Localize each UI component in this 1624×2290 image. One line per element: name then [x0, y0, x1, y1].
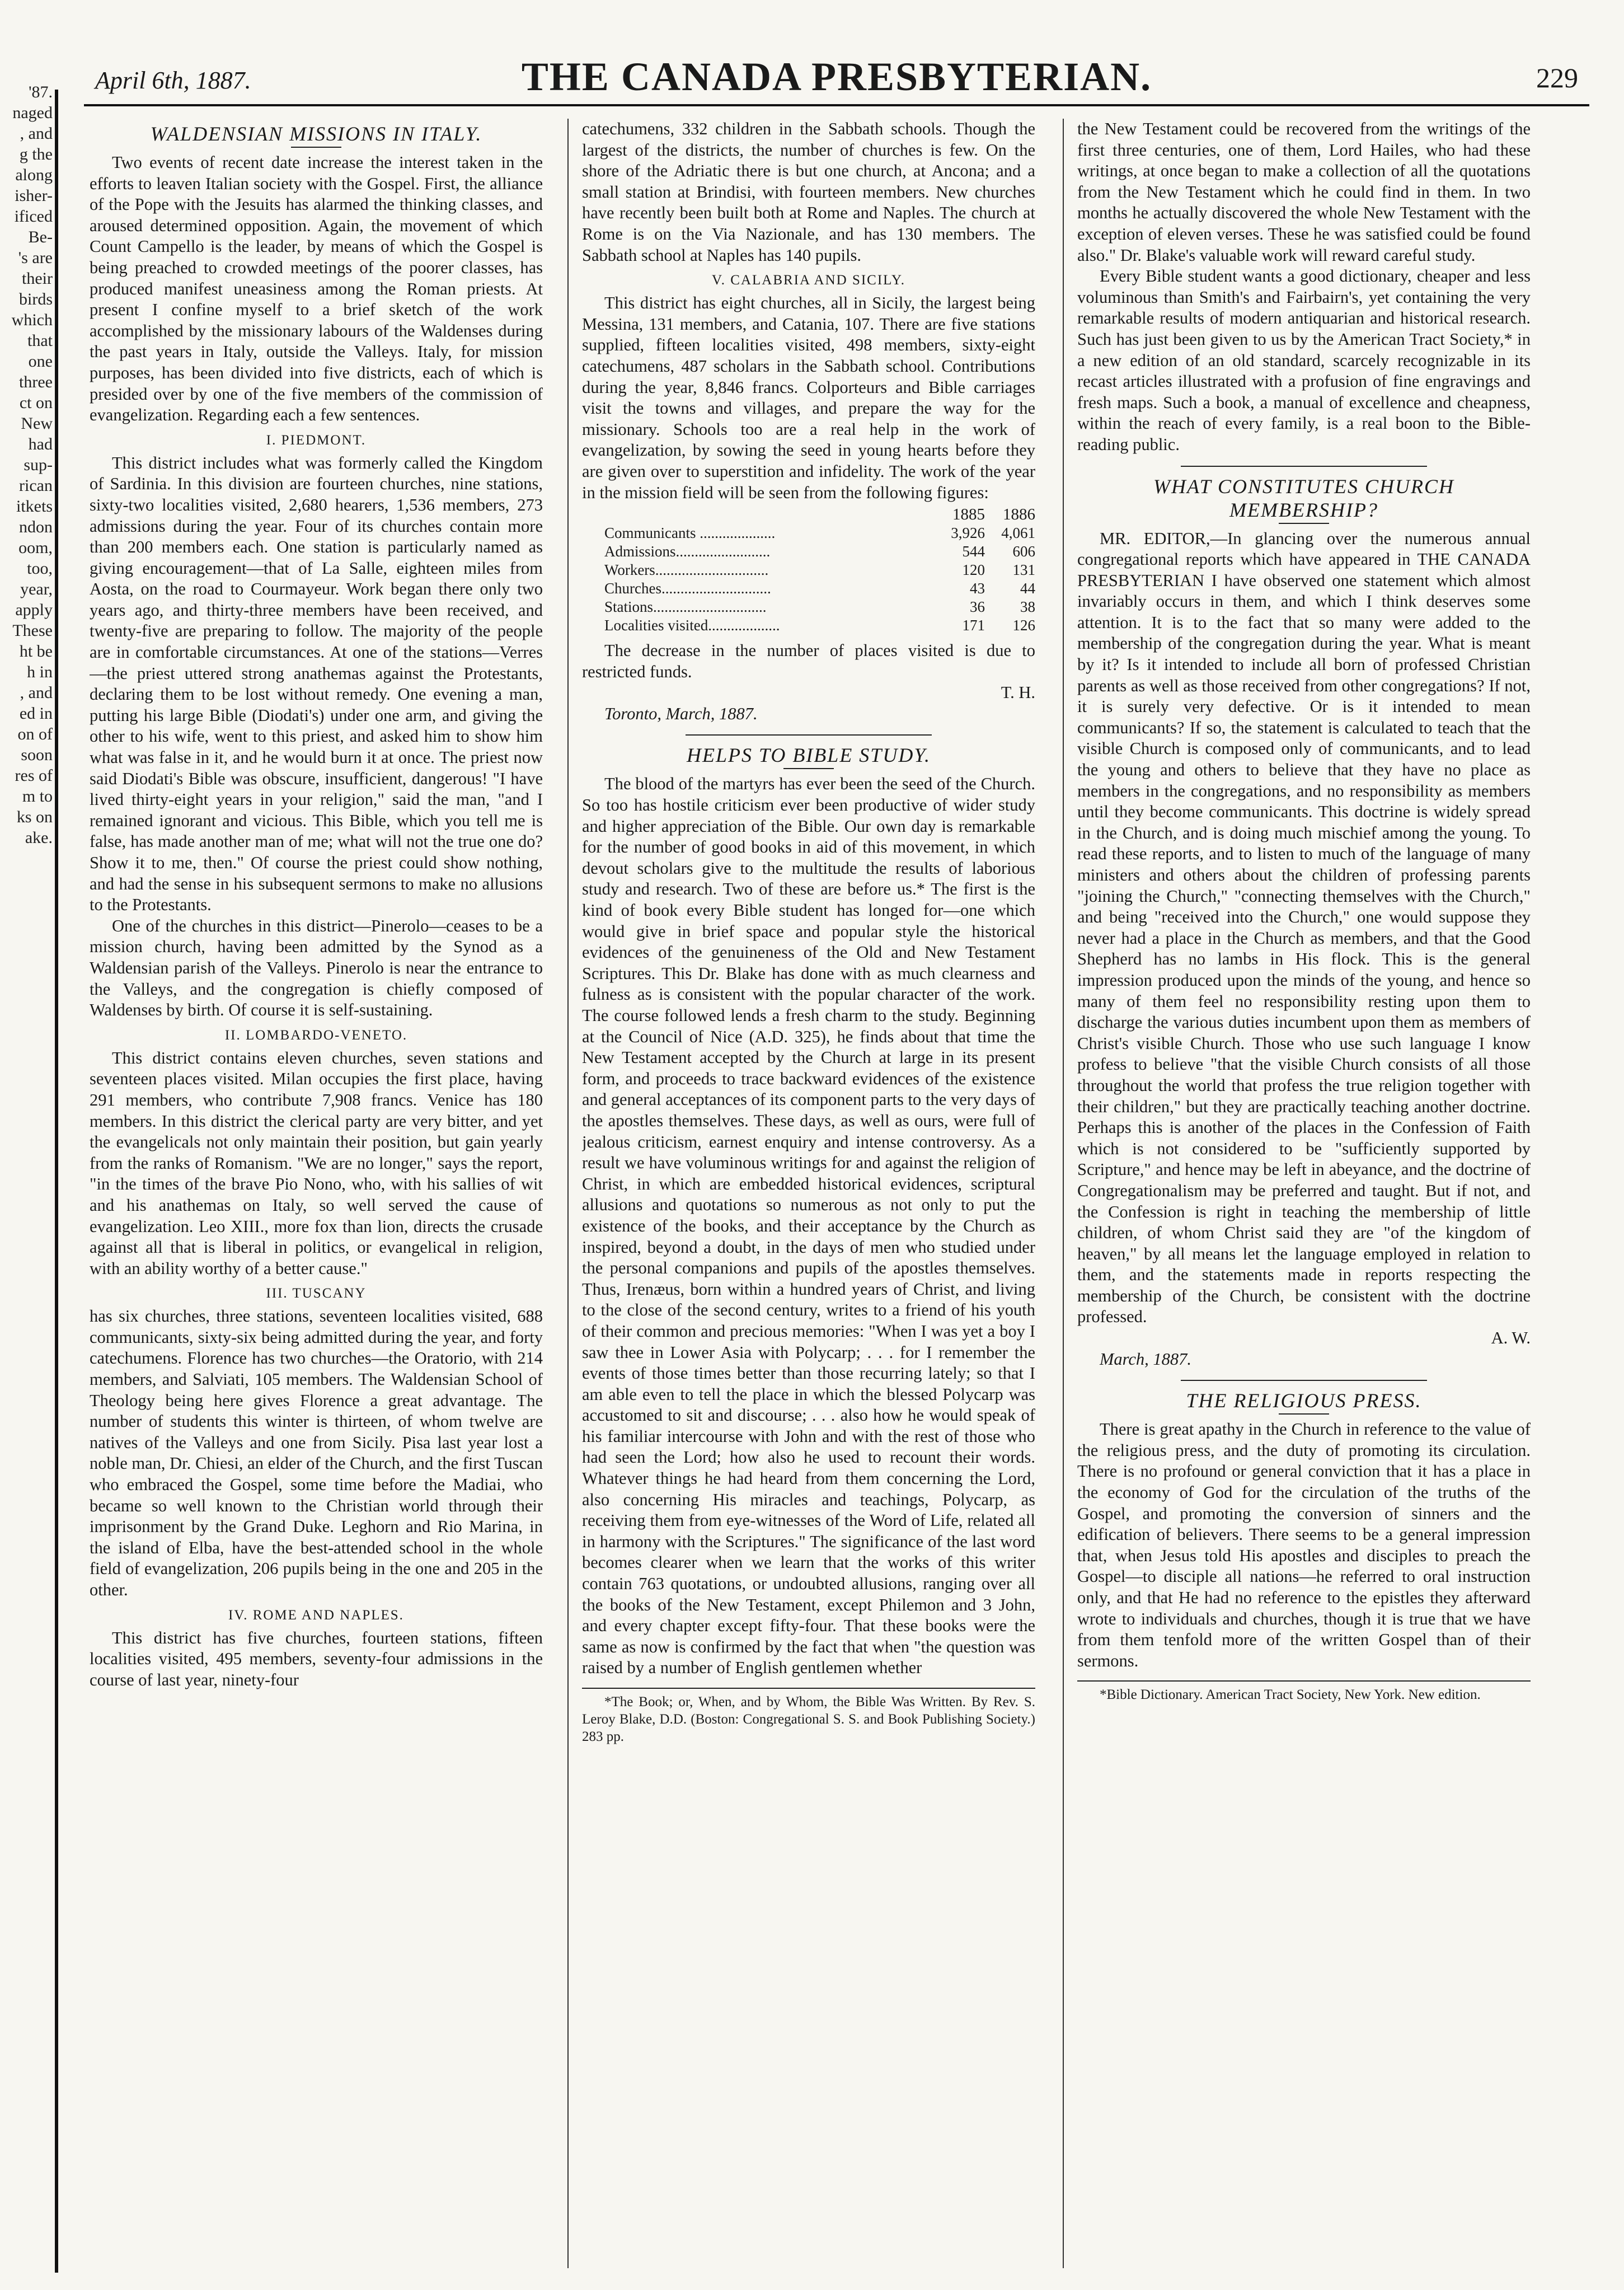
- paragraph: This district includes what was formerly called the Kingdom of Sardinia. In this division are fourteen churches, nine stations, sixty-two localities visited, 2,680 hearers, 1,536 members, 273 admissions during the year. Four of its churches contain more than 200 members each. One station is particularly named as giving encouragement—that of La Salle, eighteen miles from Aosta, on the road to Courmayeur. Work began there only two years ago, and thirty-three members have been received, and twenty-five are preparing to follow. The majority of the people are in comfortable circumstances. At one of the stations—Verres—the priest uttered strong anathemas against the Protestants, declaring them to be lost without remedy. One evening a man, putting his large Bible (Diodati's) under one arm, and giving the other to his wife, went to this priest, and asked him to show him what was false in it, and he would burn it at once. The priest now said Diodati's Bible was obscure, insufficient, dangerous! "I have lived thirty-eight years in your religion," said the man, "and I remained ignorant and vicious. This Bible, which you tell me is false, has made another man of me; what will not the true one do? Show it to me, then." Of course the priest could show nothing, and had the sense in his subsequent sermons to make no allusions to the Protestants.: [90, 453, 543, 915]
- section-heading: IV. ROME AND NAPLES.: [228, 1607, 404, 1623]
- column-3: [1077, 119, 1531, 2274]
- paragraph: Two events of recent date increase the interest taken in the efforts to leaven Italian society with the Gospel. First, the alliance of the Pope with the Jesuits has alarmed the thinking classes, and aroused determined opposition. Again, the movement of which Count Campello is the leader, by means of which the Gospel is being preached to crowded meetings of the poorer classes, has produced manifest uneasiness among the Roman priests. At present I confine myself to a brief sketch of the work accomplished by the missionary labours of the Waldenses during the past years in Italy, outside the Valleys. Italy, for mission purposes, has been divided into five districts, each of which is presided over by one of the five members of the commission of evangelization. Regarding each a few sentences.: [90, 153, 543, 425]
- column-1: [90, 119, 543, 2274]
- row-value: 171: [962, 617, 985, 634]
- page-gutter-line: [55, 90, 58, 2273]
- place-date: March, 1887.: [1100, 1349, 1192, 1369]
- row-value: 120: [962, 561, 985, 579]
- edge-fragment: ct on: [19, 394, 53, 412]
- row-value: 44: [1020, 580, 1035, 597]
- edge-fragment: apply: [15, 601, 53, 619]
- table-header-row: [582, 505, 1035, 524]
- edge-fragment: h in: [27, 663, 53, 681]
- article-separator: [1181, 1380, 1427, 1381]
- section-heading: V. CALABRIA AND SICILY.: [711, 273, 906, 288]
- edge-fragment: 's are: [18, 249, 53, 267]
- column-rule: [567, 119, 569, 2268]
- paragraph: the New Testament could be recovered from the writings of the first three centuries, one of them, Lord Hailes, who had these writings, at once began to make a collection of all the quotations from the New Testament which he could find in them. In two months he actually discovered the whole New Testament with the exception of eleven verses. These he was satisfied could be found also." Dr. Blake's valuable work will reward careful study.: [1077, 119, 1531, 265]
- article-title: HELPS TO BIBLE STUDY.: [686, 744, 931, 767]
- section-heading: I. PIEDMONT.: [266, 432, 367, 448]
- title-rule: [291, 147, 341, 148]
- edge-fragment: one: [28, 352, 53, 371]
- row-value: 36: [970, 598, 985, 616]
- footnote: [1077, 1680, 1531, 1703]
- newspaper-title: THE CANADA PRESBYTERIAN.: [521, 54, 1152, 99]
- edge-fragment: too,: [27, 559, 53, 578]
- table-row: [582, 616, 1035, 635]
- edge-fragment: three: [19, 373, 53, 391]
- edge-fragment: These: [12, 621, 53, 640]
- article-separator: [1181, 466, 1427, 467]
- edge-fragment: m to: [22, 787, 53, 806]
- article-title: WALDENSIAN MISSIONS IN ITALY.: [150, 123, 482, 145]
- edge-fragment: ake.: [25, 828, 53, 847]
- row-label: Workers..............................: [604, 561, 769, 579]
- footnote-text: *The Book; or, When, and by Whom, the Bible Was Written. By Rev. S. Leroy Blake, D.D. (Boston: Congregational S. S. and Book Publishing Society.) 283 pp.: [582, 1694, 1035, 1744]
- signature-line: [582, 682, 1035, 704]
- edge-fragment: their: [22, 269, 53, 288]
- edge-fragment: year,: [20, 580, 53, 598]
- paragraph: One of the churches in this district—Pinerolo—ceases to be a mission church, having been admitted by the Synod as a Waldensian parish of the Valleys. Pinerolo is near the entrance to the Valleys, and the congregation is chiefly composed of Waldenses by birth. Of course it is self-sustaining.: [90, 916, 543, 1020]
- row-label: Stations..............................: [604, 598, 767, 616]
- masthead: [84, 54, 1589, 104]
- edge-fragment: ndon: [19, 518, 53, 536]
- paragraph: catechumens, 332 children in the Sabbath schools. Though the largest of the districts, the number of churches is few. On the shore of the Adriatic there is but one church, at Ancona; and a small station at Brindisi, with fourteen members. New churches have recently been built both at Rome and Naples. The church at Rome is on the Via Nazionale, and has 130 members. The Sabbath school at Naples has 140 pupils.: [582, 119, 1035, 265]
- edge-fragment: on of: [17, 725, 53, 743]
- table-row: [582, 542, 1035, 561]
- year-header: 1886: [1003, 505, 1035, 524]
- edge-fragment: naged: [12, 104, 53, 122]
- row-value: 43: [970, 580, 985, 597]
- edge-fragment: that: [27, 331, 53, 350]
- edge-fragment: ht be: [19, 642, 53, 661]
- row-value: 126: [1012, 617, 1035, 634]
- edge-fragment: itkets: [16, 497, 53, 516]
- page-number: 229: [1536, 62, 1578, 93]
- title-rule: [783, 768, 834, 769]
- paragraph: This district has five churches, fourteen stations, fifteen localities visited, 495 members, seventy-four admissions in the course of last year, ninety-four: [90, 1628, 543, 1689]
- edge-fragment: rican: [19, 476, 53, 495]
- table-row: [582, 524, 1035, 542]
- row-value: 38: [1020, 598, 1035, 616]
- table-row: [582, 561, 1035, 579]
- edge-fragment: New: [21, 414, 53, 433]
- edge-fragment: which: [11, 311, 53, 329]
- signature-line: [1077, 1328, 1531, 1349]
- edge-fragment: g the: [19, 145, 53, 163]
- edge-fragment: ks on: [16, 808, 53, 826]
- place-date: Toronto, March, 1887.: [604, 704, 758, 723]
- edge-fragment: ed in: [19, 704, 53, 723]
- article-title: THE RELIGIOUS PRESS.: [1186, 1389, 1422, 1412]
- paragraph: The decrease in the number of places visited is due to restricted funds.: [582, 641, 1035, 681]
- article-title: WHAT CONSTITUTES CHURCH MEMBERSHIP?: [1153, 475, 1455, 521]
- edge-fragment: '87.: [29, 83, 53, 101]
- row-label: Churches.............................: [604, 580, 771, 597]
- edge-fragment: , and: [20, 124, 53, 143]
- edge-fragment: along: [15, 166, 53, 184]
- edge-fragment: had: [28, 435, 53, 453]
- column-rule: [1063, 119, 1064, 2268]
- section-heading: II. LOMBARDO-VENETO.: [224, 1027, 408, 1043]
- edge-fragment: res of: [15, 766, 53, 785]
- title-rule: [1279, 1413, 1329, 1415]
- row-value: 606: [1012, 543, 1035, 560]
- paragraph: This district has eight churches, all in Sicily, the largest being Messina, 131 members, and Catania, 107. There are five stations supplied, fifteen localities visited, 498 members, sixty-eight catechumens, 487 scholars in the Sabbath school. Contributions during the year, 8,846 francs. Colporteurs and Bible carriages visit the towns and villages, and prepare the way for the missionary. Schools too are a real help in the work of evangelization, by sowing the seed in young hearts before they are given over to superstition and infidelity. The work of the year in the mission field will be seen from the following figures:: [582, 293, 1035, 502]
- table-row: [582, 598, 1035, 616]
- edge-fragment: ificed: [14, 207, 53, 226]
- edge-fragment: Be-: [28, 228, 53, 246]
- paragraph: Every Bible student wants a good dictionary, cheaper and less voluminous than Smith's and Fairbairn's, yet containing the very remarkable results of modern antiquarian and historical research. Such has just been given to us by the American Tract Society,* in a new edition of an old standard, scarcely recognizable in its recast articles illustrated with a profusion of fine engravings and fresh maps. Such a book, a manual of excellence and cheapness, within the reach of every family, is a real boon to the Bible-reading public.: [1077, 266, 1531, 454]
- edge-fragment: sup-: [24, 456, 53, 474]
- paragraph: There is great apathy in the Church in reference to the value of the religious press, and the duty of promoting its circulation. There is no profound or general conviction that it has a place in the economy of God for the circulation of the truths of the Gospel, and promoting the conversion of sinners and the edification of believers. There seems to be a general impression that, when Jesus told His apostles and disciples to preach the Gospel—to disciple all nations—he referred to oral instruction only, and that He had no reference to the epistles they afterward wrote to individuals and churches, though it is true that we have from them tenfold more of the written Gospel than of their sermons.: [1077, 1420, 1531, 1670]
- row-value: 4,061: [1001, 525, 1035, 542]
- edge-fragment: birds: [19, 290, 53, 308]
- row-value: 544: [962, 543, 985, 560]
- section-heading: III. TUSCANY: [266, 1286, 367, 1301]
- edge-fragment: soon: [21, 746, 53, 764]
- row-value: 131: [1012, 561, 1035, 579]
- edge-fragment: isher-: [15, 186, 53, 205]
- paragraph: This district contains eleven churches, seven stations and seventeen places visited. Milan occupies the first place, having 291 members, who contribute 7,908 francs. Venice has 180 members. In this district the clerical party are very bitter, and yet the evangelicals not only maintain their position, but gain yearly from the ranks of Romanism. "We are no longer," says the report, "in the times of the brave Pio Nono, who, with his sallies of wit and his anathemas on Italy, so well served the cause of evangelization. Leo XIII., more fox than lion, directs the crusade against all that is liberal in politics, or evangelical in religion, with an ability worthy of a better cause.": [90, 1048, 543, 1278]
- footnote-text: *Bible Dictionary. American Tract Society, New York. New edition.: [1100, 1687, 1481, 1703]
- signature: T. H.: [1001, 683, 1035, 703]
- row-value: 3,926: [951, 525, 985, 542]
- row-label: Admissions.........................: [604, 543, 771, 560]
- paragraph: MR. EDITOR,—In glancing over the numerous annual congregational reports which have appeared in THE CANADA PRESBYTERIAN I have observed one statement which almost invariably occurs in them, and which I think deserves some attention. It is to the fact that so many were added to the membership of the congregation during the year. What is meant by it? Is it intended to include all born of professed Christian parents as well as those received from other congregations? If not, it is surely very defective. Or is it intended to mean communicants? If so, the statement is calculated to teach that the visible Church is composed only of communicants, and to lead the young and others to believe that they have no place as members in the congregations, and no responsibility as members until they become communicants. This doctrine is widely spread in the Church, and is doing much mischief among the young. To read these reports, and to listen to much of the language of many ministers and others about the children of professing parents "joining the Church," "connecting themselves with the Church," and being "received into the Church," one would suppose they never had a place in the Church as members, and that the Good Shepherd has no lambs in His flock. This is the general impression produced upon the minds of the young, and hence so many of them feel no responsibility resting upon them to discharge the various duties incumbent upon them as members of Christ's visible Church. Those who use such language I know profess to believe "that the visible Church consists of all those throughout the world that profess the true religion together with their children," but they are practically teaching another doctrine. Perhaps this is another of the places in the Confession of Faith which is not considered to be "sufficiently supported by Scripture," and hence may be left in abeyance, and the doctrine of Congregationalism may be preferred and taught. But if not, and the Confession is right in teaching the membership of little children, of whom Christ said they are "of the kingdom of heaven," by all means let the language employed in relation to them, and the statements made in reports respecting the membership of the Church, be consistent with the doctrine professed.: [1077, 528, 1531, 1327]
- column-2: [582, 119, 1035, 2274]
- edge-fragment: , and: [20, 683, 53, 702]
- year-header: 1885: [952, 505, 985, 524]
- paragraph: The blood of the martyrs has ever been the seed of the Church. So too has hostile criticism ever been productive of wider study and higher appreciation of the Bible. Our own day is remarkable for the number of good books in aid of this movement, in which devout scholars give to the multitude the results of laborious study and research. Two of these are before us.* The first is the kind of book every Bible student has longed for—one which would give in brief space and popular style the historical evidences of the genuineness of the Old and New Testament Scriptures. This Dr. Blake has done with as much clearness and fulness as is consistent with the popular character of the work. The course followed lends a fresh charm to the study. Beginning at the Council of Nice (A.D. 325), he finds about that time the New Testament accepted by the Church at large in its present form, and proceeds to trace backward evidences of the existence and general acceptances of its component parts to the very days of the apostles themselves. These days, as well as ours, were full of jealous criticism, earnest enquiry and intense controversy. As a result we have voluminous writings for and against the religion of Christ, in which are embedded historical evidences, scriptural allusions and quotations so numerous as not only to put the existence of the books, and their acceptance by the Church as inspired, beyond a doubt, in the days of men who studied under the personal companions and pupils of the apostles themselves. Thus, Irenæus, born within a hundred years of Christ, and living to the close of the second century, writes to a friend of his youth of their common and precious memories: "When I was yet a boy I saw thee in Lower Asia with Polycarp; . . . for I remember the events of those times better than those recurring lately; so that I am able even to tell the place in which the blessed Polycarp was accustomed to sit and discourse; . . . also how he would speak of his familiar intercourse with John and with the rest of those who had seen the Lord; how also he used to recount their words. Whatever things he had heard from them concerning the Lord, also concerning His miracles and teachings, Polycarp, as receiving them from eye-witnesses of the Word of Life, related all in harmony with the Scriptures." The significance of the last word becomes clearer when we learn that the works of this writer contain 763 quotations, or undoubted allusions, ranging over all the books of the New Testament, except Philemon and 3 John, and every chapter except fifty-four. That these books were the same as now is confirmed by the fact that when "the question was raised by a number of English gentlemen whether: [582, 774, 1035, 1678]
- row-label: Communicants ....................: [604, 525, 776, 542]
- paragraph: has six churches, three stations, seventeen localities visited, 688 communicants, sixty-six being admitted during the year, and forty catechumens. Florence has two churches—the Oratorio, with 214 members, and Salviati, 105 members. The Waldensian School of Theology being here gives Florence a great advantage. The number of students this winter is thirteen, of whom twelve are natives of the Valleys and one from Sicily. Pisa last year lost a noble man, Dr. Chiesi, an elder of the Church, and the first Tuscan who embraced the Gospel, some time before the Madiai, who became so well known to the Christian world through their imprisonment by the Grand Duke. Leghorn and Rio Marina, in the island of Elba, have the best-attended school in the whole field of evangelization, 206 pupils being in the one and 205 in the other.: [90, 1306, 543, 1599]
- adjacent-page-edge: [0, 0, 62, 2290]
- table-row: [582, 579, 1035, 598]
- signature: A. W.: [1491, 1328, 1531, 1348]
- mission-statistics-table: [582, 505, 1035, 635]
- article-separator: [686, 734, 932, 736]
- row-label: Localities visited...................: [604, 617, 780, 634]
- masthead-rule: [84, 104, 1589, 106]
- edge-fragment: oom,: [18, 538, 53, 557]
- footnote: [582, 1688, 1035, 1745]
- title-rule: [1279, 523, 1329, 524]
- issue-date: April 6th, 1887.: [95, 67, 251, 94]
